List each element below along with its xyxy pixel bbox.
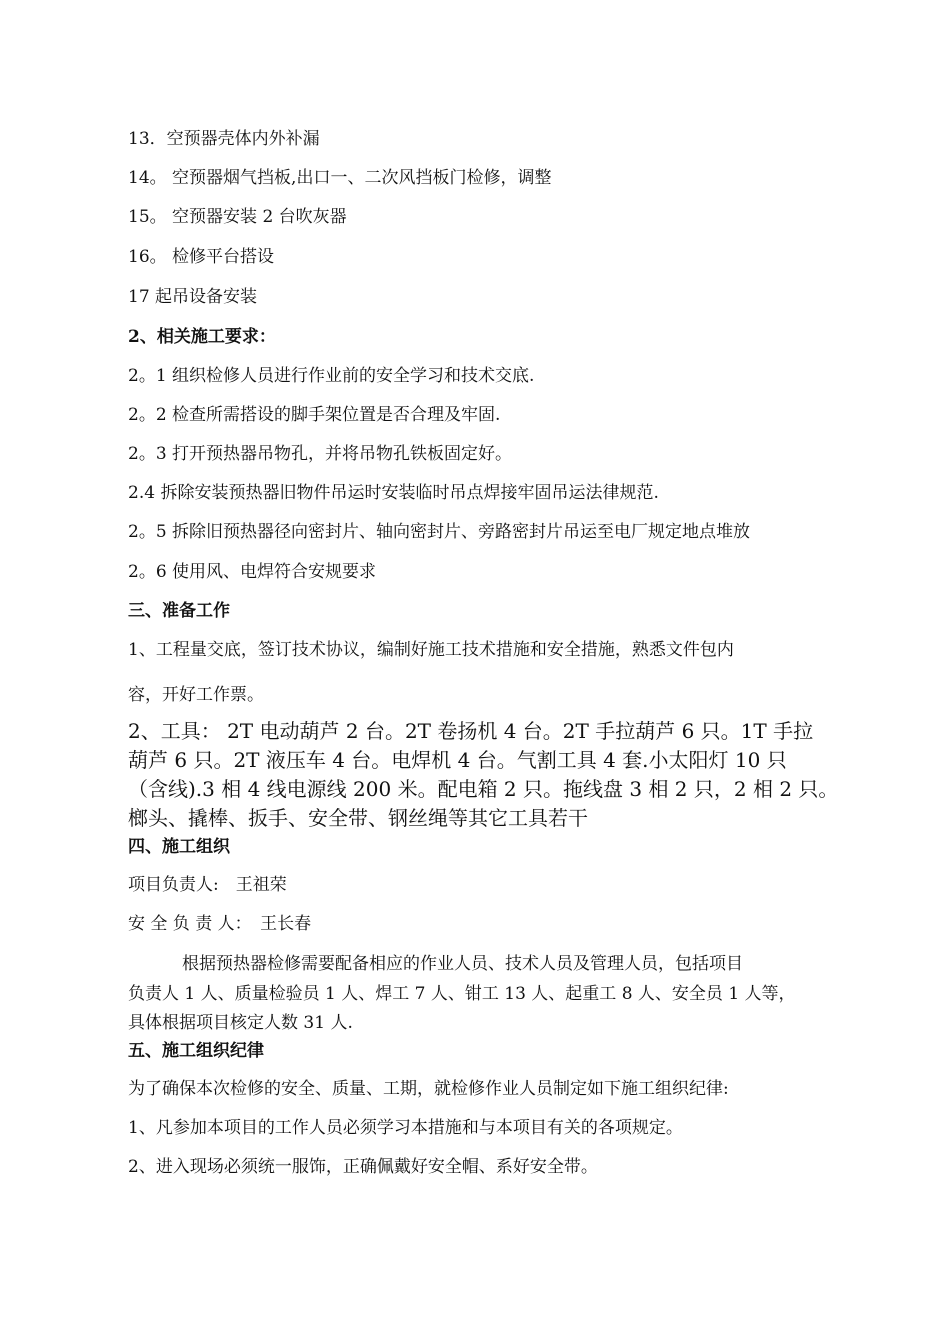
- section-heading-discipline: 五、施工组织纪律: [128, 1041, 264, 1061]
- requirement-2-2: 2。2 检查所需搭设的脚手架位置是否合理及牢固.: [128, 405, 501, 425]
- section-heading-preparation: 三、准备工作: [128, 601, 230, 621]
- safety-leader: 安 全 负 责 人： 王长春: [128, 914, 312, 934]
- discipline-rule-2: 2、进入现场必须统一服饰，正确佩戴好安全帽、系好安全带。: [128, 1157, 598, 1177]
- staffing-paragraph-line-2: 负责人 1 人、质量检验员 1 人、焊工 7 人、钳工 13 人、起重工 8 人、安全员 1 人等，: [128, 984, 796, 1004]
- staffing-paragraph-line-3: 具体根据项目核定人数 31 人.: [128, 1013, 353, 1033]
- tools-line-1: 2、工具： 2T 电动葫芦 2 台。2T 卷扬机 4 台。2T 手拉葫芦 6 只。1T 手拉: [128, 719, 814, 743]
- project-leader: 项目负责人: 王祖荣: [128, 875, 287, 895]
- requirement-2-5: 2。5 拆除旧预热器径向密封片、轴向密封片、旁路密封片吊运至电厂规定地点堆放: [128, 522, 751, 542]
- section-heading-requirements: 2、相关施工要求：: [128, 327, 276, 347]
- preparation-1-line-2: 容，开好工作票。: [128, 685, 264, 705]
- section-heading-organization: 四、施工组织: [128, 837, 230, 857]
- item-13: 13．空预器壳体内外补漏: [128, 129, 320, 149]
- item-15: 15。 空预器安装 2 台吹灰器: [128, 207, 347, 227]
- item-17: 17 起吊设备安装: [128, 287, 258, 307]
- requirement-2-4: 2.4 拆除安装预热器旧物件吊运时安装临时吊点焊接牢固吊运法律规范.: [128, 483, 659, 503]
- discipline-rule-1: 1、凡参加本项目的工作人员必须学习本措施和与本项目有关的各项规定。: [128, 1118, 683, 1138]
- requirement-2-6: 2。6 使用风、电焊符合安规要求: [128, 562, 377, 582]
- item-14: 14。 空预器烟气挡板,出口一、二次风挡板门检修，调整: [128, 168, 552, 188]
- requirement-2-3: 2。3 打开预热器吊物孔，并将吊物孔铁板固定好。: [128, 444, 513, 464]
- item-16: 16。 检修平台搭设: [128, 247, 275, 267]
- tools-line-3: （含线).3 相 4 线电源线 200 米。配电箱 2 只。拖线盘 3 相 2 只，2 相 2 只。: [128, 777, 839, 801]
- tools-line-4: 榔头、撬棒、扳手、安全带、钢丝绳等其它工具若干: [128, 806, 588, 830]
- discipline-intro: 为了确保本次检修的安全、质量、工期，就检修作业人员制定如下施工组织纪律:: [128, 1079, 729, 1099]
- preparation-1-line-1: 1、工程量交底，签订技术协议，编制好施工技术措施和安全措施，熟悉文件包内: [128, 640, 734, 660]
- staffing-paragraph-line-1: 根据预热器检修需要配备相应的作业人员、技术人员及管理人员，包括项目: [182, 954, 743, 974]
- tools-line-2: 葫芦 6 只。2T 液压车 4 台。电焊机 4 台。气割工具 4 套.小太阳灯 10 只: [128, 748, 787, 772]
- requirement-2-1: 2。1 组织检修人员进行作业前的安全学习和技术交底.: [128, 366, 535, 386]
